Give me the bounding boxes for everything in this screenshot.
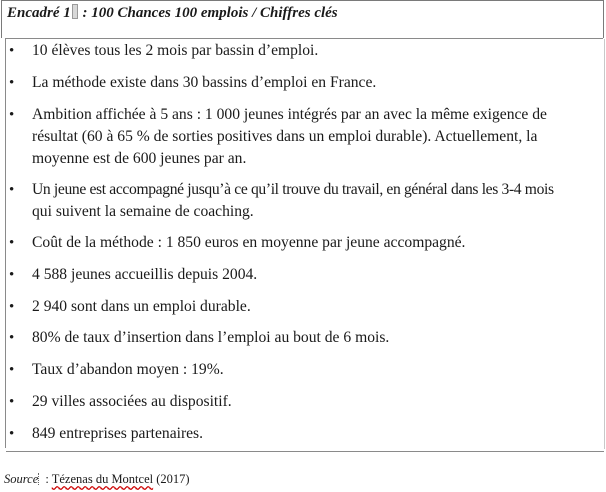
list-item-text: Taux d’abandon moyen : 19%. (32, 361, 224, 378)
list-item-text: 849 entreprises partenaires. (32, 425, 204, 442)
bullet-icon: • (9, 267, 15, 283)
text-cursor-icon (72, 4, 78, 19)
source-author: Tézenas du Montcel (51, 472, 154, 486)
bullet-icon: • (9, 394, 15, 410)
bullet-icon: • (9, 235, 15, 251)
list-item-text: 4 588 jeunes accueillis depuis 2004. (32, 266, 258, 283)
list-item-text: résultat (60 à 65 % de sorties positives dans un emploi durable). Actuellement, la (32, 128, 538, 145)
box-title-suffix: : 100 Chances 100 emplois / Chiffres clés (78, 5, 338, 21)
source-citation (4, 472, 190, 487)
list-item-text: 80% de taux d’insertion dans l’emploi au bout de 6 mois. (32, 329, 390, 346)
list-item-text: Coût de la méthode : 1 850 euros en moyenne par jeune accompagné. (32, 234, 466, 251)
list-item-text: 29 villes associées au dispositif. (32, 393, 232, 410)
bullet-icon: • (9, 330, 15, 346)
source-label: Source (4, 472, 39, 486)
source-year: (2017) (153, 472, 190, 486)
list-item (6, 179, 600, 223)
bullet-icon: • (9, 182, 15, 198)
box-title (7, 4, 338, 22)
bottom-border (6, 451, 604, 452)
bullet-icon: • (9, 299, 15, 315)
list-item (6, 423, 600, 445)
list-item (6, 264, 600, 286)
list-item (6, 359, 600, 381)
list-item-text: qui suivent la semaine de coaching. (32, 203, 254, 220)
list-item-text: La méthode existe dans 30 bassins d’emploi en France. (32, 74, 377, 91)
list-item (6, 391, 600, 413)
right-border (604, 39, 605, 449)
box-title-prefix: Encadré 1 (7, 5, 71, 21)
list-item (6, 72, 600, 94)
bullet-icon: • (9, 426, 15, 442)
list-item (6, 296, 600, 318)
list-item-text: 2 940 sont dans un emploi durable. (32, 298, 251, 315)
source-separator: : (42, 472, 52, 486)
list-item-text: moyenne est de 600 jeunes par an. (32, 150, 247, 167)
bullet-icon: • (9, 43, 15, 59)
list-item (6, 232, 600, 254)
bullet-icon: • (9, 75, 15, 91)
list-item (6, 40, 600, 62)
list-item-text: Un jeune est accompagné jusqu’à ce qu’il trouve du travail, en général dans les 3-4 mois (32, 181, 554, 198)
list-item (6, 104, 600, 170)
list-item-text: Ambition affichée à 5 ans : 1 000 jeunes intégrés par an avec la même exigence de (32, 106, 547, 123)
bullet-icon: • (9, 107, 15, 123)
list-item-text: 10 élèves tous les 2 mois par bassin d’emploi. (32, 42, 319, 59)
list-item (6, 327, 600, 349)
bullet-icon: • (9, 362, 15, 378)
box-title-frame (1, 0, 604, 38)
key-figures-box (5, 38, 603, 448)
